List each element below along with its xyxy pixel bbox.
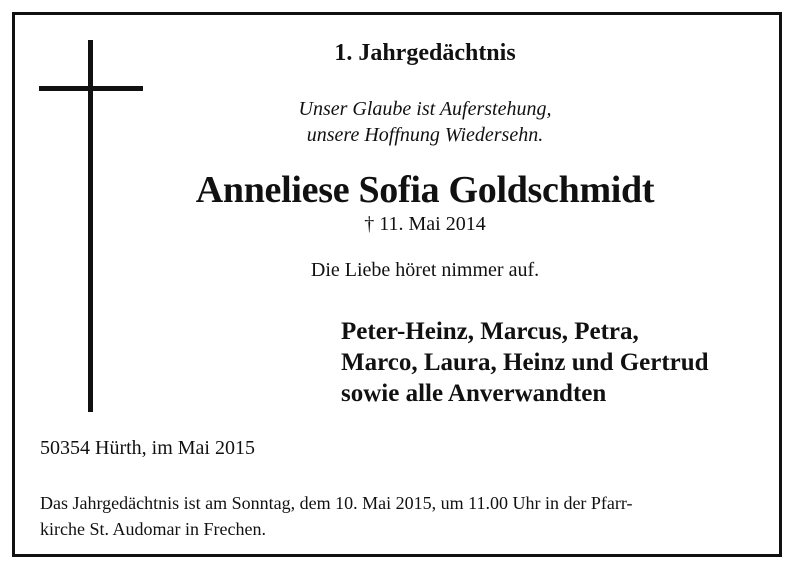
cross-vertical-bar — [88, 40, 93, 412]
notice-border — [12, 12, 782, 557]
notice-line-1: Das Jahrgedächtnis ist am Sonntag, dem 10. Mai 2015, um 11.00 Uhr in der Pfarr- — [40, 493, 633, 513]
notice-line-2: kirche St. Audomar in Frechen. — [40, 519, 266, 539]
mourners-line-1: Peter-Heinz, Marcus, Petra, — [341, 318, 639, 345]
faith-quote — [200, 96, 650, 148]
quote-line-2: unsere Hoffnung Wiedersehn. — [306, 124, 544, 146]
service-notice — [40, 490, 762, 542]
death-date: † 11. Mai 2014 — [364, 213, 486, 235]
bible-verse: Die Liebe höret nimmer auf. — [310, 259, 540, 281]
deceased-name: Anneliese Sofia Goldschmidt — [195, 169, 655, 211]
mourners-line-3: sowie alle Anverwandten — [341, 380, 607, 407]
cross-horizontal-bar — [39, 86, 143, 91]
mourners-list — [341, 316, 781, 409]
anniversary-heading: 1. Jahrgedächtnis — [334, 40, 516, 66]
place-and-date: 50354 Hürth, im Mai 2015 — [40, 437, 255, 459]
mourners-line-2: Marco, Laura, Heinz und Gertrud — [341, 349, 709, 376]
quote-line-1: Unser Glaube ist Auferstehung, — [298, 98, 552, 120]
